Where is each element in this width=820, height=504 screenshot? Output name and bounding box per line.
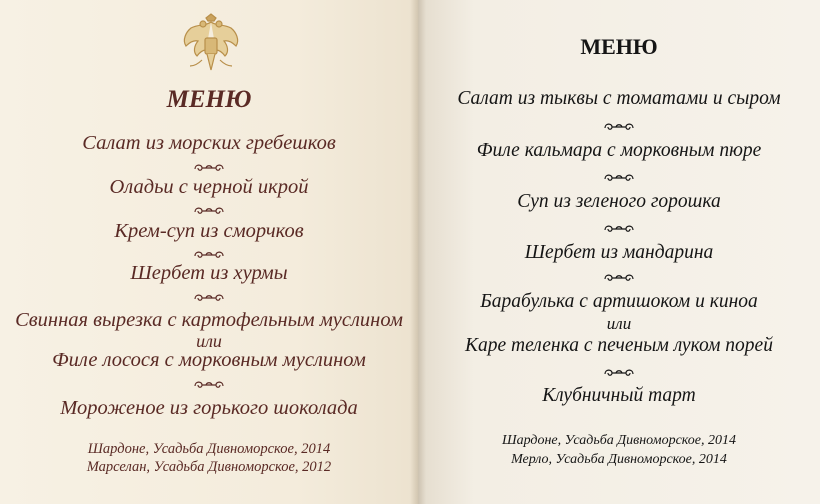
right-wine-2: Мерло, Усадьба Дивноморское, 2014 — [511, 452, 727, 467]
left-dish-2: Оладьи с черной икрой — [109, 176, 309, 198]
right-dish-1: Салат из тыквы с томатами и сыром — [457, 88, 781, 109]
scroll-divider-icon — [602, 171, 636, 183]
scroll-divider-icon — [192, 161, 226, 173]
scroll-divider-icon — [192, 204, 226, 216]
left-dish-7: Мороженое из горького шоколада — [60, 397, 358, 419]
right-dish-3: Суп из зеленого горошка — [517, 191, 721, 212]
left-dish-6: Филе лосося с морковным муслином — [52, 349, 366, 371]
right-dish-5: Барабулька с артишоком и киноа — [480, 291, 758, 312]
right-dish-4: Шербет из мандарина — [524, 242, 714, 263]
right-menu-title: МЕНЮ — [580, 34, 658, 59]
right-wine-1: Шардоне, Усадьба Дивноморское, 2014 — [501, 433, 737, 448]
left-wine-1: Шардоне, Усадьба Дивноморское, 2014 — [87, 441, 331, 457]
left-menu-title: МЕНЮ — [166, 86, 252, 113]
left-wine-2: Марселан, Усадьба Дивноморское, 2012 — [86, 459, 332, 475]
right-or-separator: или — [606, 314, 632, 333]
scroll-divider-icon — [192, 248, 226, 260]
page-fold — [410, 0, 426, 504]
scroll-divider-icon — [602, 120, 636, 132]
right-dish-2: Филе кальмара с морковным пюре — [476, 140, 762, 161]
left-dish-1: Салат из морских гребешков — [82, 132, 336, 154]
right-dish-6: Каре теленка с печеным луком порей — [465, 335, 773, 356]
scroll-divider-icon — [192, 291, 226, 303]
right-menu-page — [418, 0, 820, 504]
left-dish-3: Крем-суп из сморчков — [114, 220, 304, 242]
left-dish-4: Шербет из хурмы — [130, 262, 288, 284]
scroll-divider-icon — [602, 366, 636, 378]
scroll-divider-icon — [192, 378, 226, 390]
scroll-divider-icon — [602, 222, 636, 234]
double-headed-eagle-crest-icon — [176, 12, 246, 78]
scroll-divider-icon — [602, 271, 636, 283]
left-or-separator: или — [196, 331, 222, 351]
left-dish-5: Свинная вырезка с картофельным муслином — [15, 309, 403, 331]
right-dish-7: Клубничный тарт — [542, 385, 696, 406]
